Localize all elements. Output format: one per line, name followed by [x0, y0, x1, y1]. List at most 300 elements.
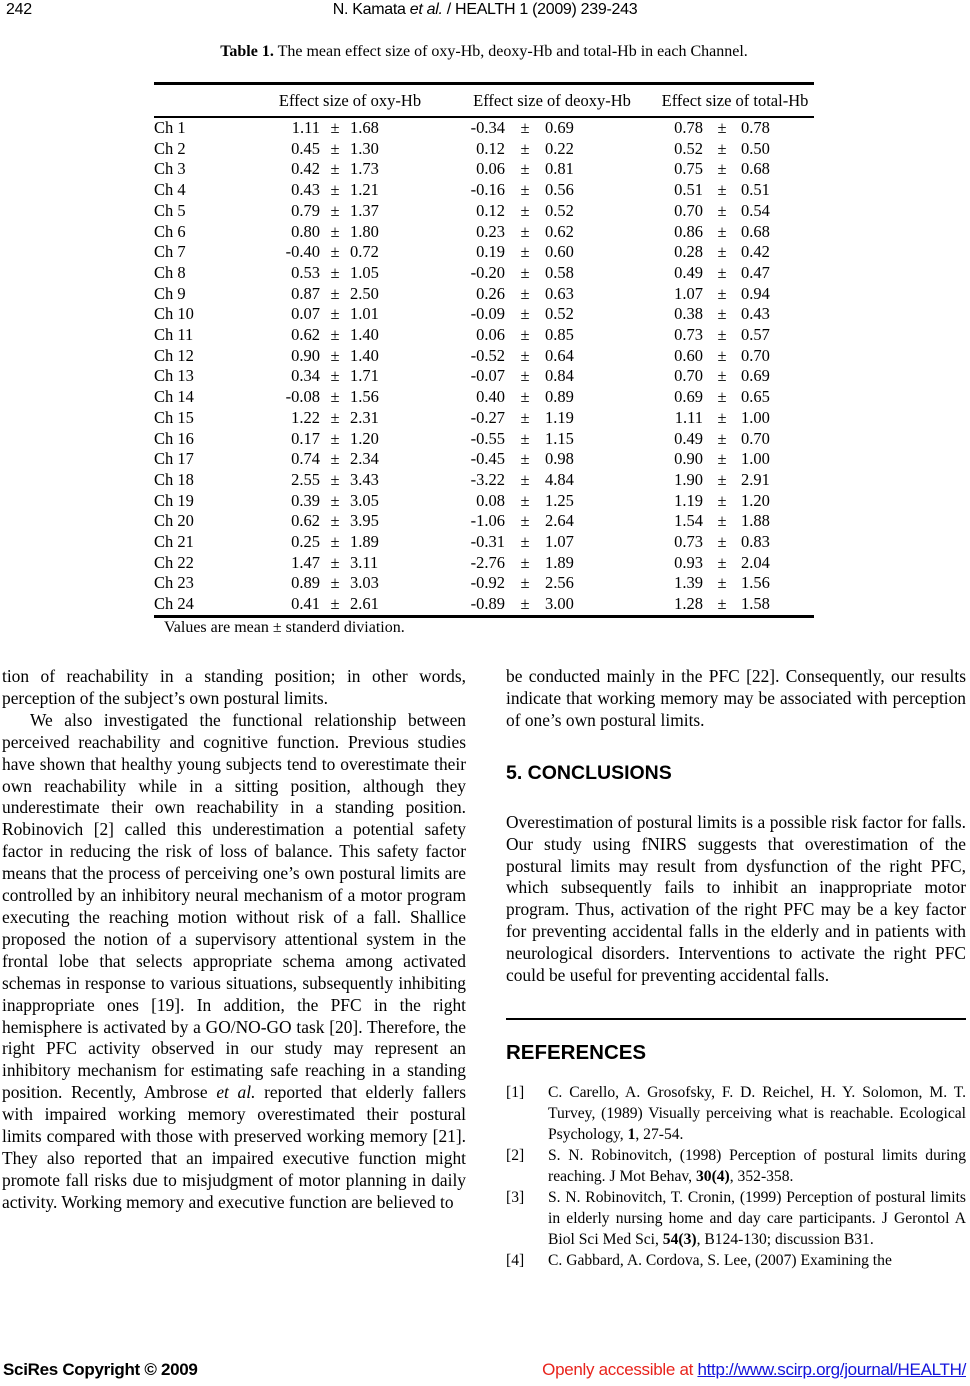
value-cell: ± — [520, 118, 530, 137]
value-cell: 2.55 — [291, 469, 320, 489]
channel-label: Ch 2 — [154, 138, 186, 158]
value-cell: 1.28 — [674, 594, 703, 614]
value-cell: 0.69 — [545, 118, 574, 137]
value-cell: ± — [520, 428, 530, 448]
right-paragraph-1: be conducted mainly in the PFC [22]. Consequently, our results indicate that working memory may be associated with perception of one’s own postural limits. — [506, 666, 966, 730]
value-cell: 0.73 — [674, 325, 703, 345]
table-row — [154, 449, 814, 470]
value-cell: 0.41 — [291, 594, 320, 614]
value-cell: 4.84 — [545, 469, 574, 489]
value-cell: 3.43 — [350, 469, 379, 489]
value-cell: 0.68 — [741, 221, 770, 241]
value-cell: ± — [520, 221, 530, 241]
value-cell: ± — [717, 304, 727, 324]
value-cell: ± — [330, 449, 340, 469]
table-row — [154, 594, 814, 616]
table-row — [154, 553, 814, 574]
value-cell: -0.89 — [470, 594, 505, 614]
table-row — [154, 470, 814, 491]
value-cell: 0.52 — [674, 138, 703, 158]
running-title — [0, 1, 970, 19]
value-cell: ± — [717, 594, 727, 614]
value-cell: 0.25 — [291, 532, 320, 552]
value-cell: ± — [330, 532, 340, 552]
value-cell: 0.34 — [291, 366, 320, 386]
channel-label: Ch 18 — [154, 469, 194, 489]
value-cell: ± — [330, 325, 340, 345]
value-cell: 0.17 — [291, 428, 320, 448]
value-cell: 0.23 — [476, 221, 505, 241]
value-cell: ± — [330, 180, 340, 200]
channel-label: Ch 8 — [154, 262, 186, 282]
value-cell: 1.90 — [674, 469, 703, 489]
value-cell: 1.01 — [350, 304, 379, 324]
value-cell: 1.19 — [545, 407, 574, 427]
value-cell: 2.56 — [545, 573, 574, 593]
table-row — [154, 366, 814, 387]
value-cell: 3.03 — [350, 573, 379, 593]
table-footnote: Values are mean ± standerd diviation. — [164, 619, 405, 636]
reference-item — [506, 1250, 966, 1271]
value-cell: 1.88 — [741, 511, 770, 531]
value-cell: 1.73 — [350, 159, 379, 179]
value-cell: ± — [717, 262, 727, 282]
table-row — [154, 387, 814, 408]
value-cell: 0.56 — [545, 180, 574, 200]
value-cell: ± — [717, 532, 727, 552]
table-row — [154, 139, 814, 160]
value-cell: 0.85 — [545, 325, 574, 345]
value-cell: -0.08 — [285, 387, 320, 407]
table-row — [154, 408, 814, 429]
value-cell: ± — [330, 469, 340, 489]
value-cell: 0.69 — [674, 387, 703, 407]
value-cell: 0.75 — [674, 159, 703, 179]
running-title-post: / HEALTH 1 (2009) 239-243 — [442, 1, 638, 18]
value-cell: 0.72 — [350, 242, 379, 262]
value-cell: 0.12 — [476, 138, 505, 158]
value-cell: 0.70 — [674, 366, 703, 386]
value-cell: 0.79 — [291, 200, 320, 220]
value-cell: 1.19 — [674, 490, 703, 510]
value-cell: 0.74 — [291, 449, 320, 469]
value-cell: 0.07 — [291, 304, 320, 324]
value-cell: 0.57 — [741, 325, 770, 345]
table-row — [154, 180, 814, 201]
channel-label: Ch 9 — [154, 283, 186, 303]
running-title-etal: et al. — [409, 1, 443, 18]
value-cell: 1.37 — [350, 200, 379, 220]
value-cell: 0.52 — [545, 200, 574, 220]
running-title-pre: N. Kamata — [332, 1, 410, 18]
value-cell: -0.45 — [470, 449, 505, 469]
value-cell: 0.68 — [741, 159, 770, 179]
value-cell: ± — [520, 304, 530, 324]
value-cell: ± — [717, 325, 727, 345]
value-cell: 0.19 — [476, 242, 505, 262]
value-cell: 2.04 — [741, 552, 770, 572]
value-cell: -0.09 — [470, 304, 505, 324]
value-cell: 0.58 — [545, 262, 574, 282]
value-cell: ± — [520, 573, 530, 593]
value-cell: 0.54 — [741, 200, 770, 220]
left-column — [2, 666, 466, 1214]
value-cell: ± — [520, 345, 530, 365]
value-cell: ± — [717, 428, 727, 448]
value-cell: 0.42 — [741, 242, 770, 262]
value-cell: ± — [717, 345, 727, 365]
value-cell: 1.68 — [350, 118, 379, 137]
value-cell: 1.20 — [741, 490, 770, 510]
table-row — [154, 491, 814, 512]
value-cell: ± — [717, 180, 727, 200]
value-cell: -3.22 — [470, 469, 505, 489]
table-row — [154, 573, 814, 594]
value-cell: ± — [330, 366, 340, 386]
value-cell: ± — [330, 345, 340, 365]
value-cell: 2.34 — [350, 449, 379, 469]
value-cell: 0.63 — [545, 283, 574, 303]
value-cell: -0.40 — [285, 242, 320, 262]
value-cell: 0.43 — [291, 180, 320, 200]
value-cell: 1.07 — [545, 532, 574, 552]
channel-label: Ch 17 — [154, 449, 194, 469]
reference-item — [506, 1145, 966, 1187]
right-column — [506, 666, 966, 1271]
table-row — [154, 222, 814, 243]
channel-label: Ch 19 — [154, 490, 194, 510]
copyright-notice: SciRes Copyright © 2009 — [3, 1360, 198, 1379]
channel-label: Ch 15 — [154, 407, 194, 427]
value-cell: 3.00 — [545, 594, 574, 614]
value-cell: ± — [717, 407, 727, 427]
value-cell: ± — [330, 304, 340, 324]
value-cell: 0.06 — [476, 325, 505, 345]
value-cell: 0.70 — [674, 200, 703, 220]
value-cell: 1.11 — [291, 118, 320, 137]
value-cell: ± — [330, 138, 340, 158]
value-cell: 1.25 — [545, 490, 574, 510]
table-data-grid — [154, 118, 814, 618]
value-cell: 1.89 — [350, 532, 379, 552]
value-cell: 0.62 — [291, 511, 320, 531]
value-cell: 1.47 — [291, 552, 320, 572]
value-cell: 0.70 — [741, 345, 770, 365]
value-cell: ± — [520, 387, 530, 407]
reference-label: [4] — [506, 1251, 525, 1269]
channel-label: Ch 1 — [154, 118, 186, 137]
value-cell: 1.71 — [350, 366, 379, 386]
value-cell: ± — [520, 594, 530, 614]
value-cell: 0.38 — [674, 304, 703, 324]
value-cell: ± — [717, 490, 727, 510]
channel-label: Ch 12 — [154, 345, 194, 365]
value-cell: 1.56 — [741, 573, 770, 593]
value-cell: 0.64 — [545, 345, 574, 365]
value-cell: 0.49 — [674, 428, 703, 448]
channel-label: Ch 13 — [154, 366, 194, 386]
value-cell: 2.91 — [741, 469, 770, 489]
value-cell: 0.53 — [291, 262, 320, 282]
value-cell: ± — [520, 366, 530, 386]
channel-label: Ch 11 — [154, 325, 194, 345]
table-row — [154, 201, 814, 222]
value-cell: 1.80 — [350, 221, 379, 241]
value-cell: 0.52 — [545, 304, 574, 324]
value-cell: 0.42 — [291, 159, 320, 179]
value-cell: ± — [520, 138, 530, 158]
value-cell: -1.06 — [470, 511, 505, 531]
value-cell: -0.31 — [470, 532, 505, 552]
value-cell: 2.64 — [545, 511, 574, 531]
value-cell: ± — [330, 428, 340, 448]
left-paragraph-2-etal: et al. — [216, 1082, 256, 1103]
left-paragraph-1: tion of reachability in a standing position; in other words, perception of the subject’s own postural limits. — [2, 666, 466, 708]
value-cell: 0.39 — [291, 490, 320, 510]
access-statement — [542, 1360, 966, 1380]
value-cell: 0.62 — [291, 325, 320, 345]
value-cell: ± — [520, 407, 530, 427]
value-cell: ± — [717, 242, 727, 262]
table-body — [154, 118, 814, 616]
value-cell: 0.28 — [674, 242, 703, 262]
table-row — [154, 284, 814, 305]
value-cell: 1.40 — [350, 325, 379, 345]
value-cell: ± — [330, 262, 340, 282]
value-cell: 0.89 — [545, 387, 574, 407]
table-caption-text: The mean effect size of oxy-Hb, deoxy-Hb and total-Hb in each Channel. — [273, 43, 748, 60]
value-cell: 0.12 — [476, 200, 505, 220]
value-cell: ± — [717, 469, 727, 489]
value-cell: ± — [330, 200, 340, 220]
table-caption — [154, 43, 814, 61]
value-cell: ± — [717, 511, 727, 531]
value-cell: 3.11 — [350, 552, 379, 572]
value-cell: 2.50 — [350, 283, 379, 303]
value-cell: 0.43 — [741, 304, 770, 324]
value-cell: -0.52 — [470, 345, 505, 365]
value-cell: 0.50 — [741, 138, 770, 158]
value-cell: 1.07 — [674, 283, 703, 303]
value-cell: 0.06 — [476, 159, 505, 179]
value-cell: 0.45 — [291, 138, 320, 158]
table-row — [154, 346, 814, 367]
table-row — [154, 263, 814, 284]
value-cell: 0.22 — [545, 138, 574, 158]
value-cell: ± — [520, 449, 530, 469]
value-cell: 0.51 — [741, 180, 770, 200]
value-cell: 1.15 — [545, 428, 574, 448]
value-cell: 1.00 — [741, 449, 770, 469]
reference-item — [506, 1187, 966, 1250]
reference-text: S. N. Robinovitch, (1998) Perception of postural limits during reaching. J Mot Behav, 30(4), 352-358. — [548, 1146, 966, 1185]
value-cell: 3.05 — [350, 490, 379, 510]
channel-label: Ch 23 — [154, 573, 194, 593]
value-cell: 0.60 — [545, 242, 574, 262]
value-cell: ± — [717, 366, 727, 386]
value-cell: ± — [717, 573, 727, 593]
value-cell: 1.54 — [674, 511, 703, 531]
value-cell: 2.31 — [350, 407, 379, 427]
value-cell: 0.73 — [674, 532, 703, 552]
value-cell: 0.94 — [741, 283, 770, 303]
value-cell: ± — [330, 283, 340, 303]
channel-label: Ch 24 — [154, 594, 194, 614]
value-cell: 0.08 — [476, 490, 505, 510]
table-row — [154, 242, 814, 263]
value-cell: ± — [520, 159, 530, 179]
value-cell: ± — [520, 242, 530, 262]
value-cell: 0.65 — [741, 387, 770, 407]
value-cell: 1.11 — [674, 407, 703, 427]
value-cell: -2.76 — [470, 552, 505, 572]
value-cell: ± — [717, 387, 727, 407]
value-cell: ± — [330, 552, 340, 572]
value-cell: 1.21 — [350, 180, 379, 200]
value-cell: ± — [717, 552, 727, 572]
value-cell: 0.90 — [674, 449, 703, 469]
channel-label: Ch 20 — [154, 511, 194, 531]
channel-label: Ch 3 — [154, 159, 186, 179]
value-cell: 2.61 — [350, 594, 379, 614]
reference-text: C. Carello, A. Grosofsky, F. D. Reichel, H. Y. Solomon, M. T. Turvey, (1989) Visually perceiving what is reachable. Ecological Psychology, 1, 27-54. — [548, 1083, 966, 1143]
access-text: Openly accessible at — [542, 1360, 698, 1379]
value-cell: -0.20 — [470, 262, 505, 282]
channel-label: Ch 5 — [154, 200, 186, 220]
left-paragraph-2-post: reported that elderly fallers with impaired working memory overestimated their postural limits compared with those with preserved working memory [21]. They also reported that an impaired executive function might promote fall risks due to misjudgment of motor planning in daily activity. Working memory and executive function are believed to — [2, 1082, 466, 1212]
value-cell: ± — [717, 200, 727, 220]
value-cell: ± — [520, 490, 530, 510]
value-cell: 0.90 — [291, 345, 320, 365]
value-cell: ± — [717, 159, 727, 179]
value-cell: 1.30 — [350, 138, 379, 158]
value-cell: 0.86 — [674, 221, 703, 241]
value-cell: 1.58 — [741, 594, 770, 614]
value-cell: -0.07 — [470, 366, 505, 386]
page-number: 242 — [6, 1, 32, 18]
value-cell: ± — [520, 552, 530, 572]
references-heading: REFERENCES — [506, 1040, 647, 1064]
value-cell: ± — [520, 325, 530, 345]
conclusions-paragraph: Overestimation of postural limits is a possible risk factor for falls. Our study using fNIRS suggests that overestimation of the postural limits may result from dysfunction of the right PFC, which subsequently fails to inhibit an inappropriate motor program. Thus, activation of the right PFC may be a key factor for preventing accidental falls in the elderly and in patients with neurological disorders. Interventions to activate the right PFC could be useful for preventing accidental falls. — [506, 811, 966, 986]
value-cell: 1.89 — [545, 552, 574, 572]
table-row — [154, 532, 814, 553]
value-cell: 0.26 — [476, 283, 505, 303]
table-row — [154, 159, 814, 180]
channel-label: Ch 14 — [154, 387, 194, 407]
section-divider — [506, 1018, 966, 1020]
value-cell: 1.22 — [291, 407, 320, 427]
value-cell: ± — [717, 138, 727, 158]
left-paragraph-2-pre: We also investigated the functional relationship between perceived reachability and cognitive function. Previous studies have shown that healthy young subjects tend to overestimate their own reachability while in a sitting position, although they underestimate their own reachability in a standing position. Robinovich [2] called this underestimation a potential safety factor in reducing the risk of loss of balance. This safety factor means that the process of perceiving one’s own postural limits are controlled by an inhibitory neural mechanism of a motor program executing the reaching motion without risk of a fall. Shallice proposed the notion of a supervisory attentional system in the frontal lobe that selects appropriate schema among activated schemas in response to various situations, subsequently inhibiting inappropriate ones [19]. In addition, the PFC in the right hemisphere is activated by a GO/NO-GO task [20]. Therefore, the right PFC activity observed in our study may represent an inhibitory mechanism for estimating safe reaching in a standing position. Recently, Ambrose — [2, 709, 466, 1103]
table-row — [154, 304, 814, 325]
value-cell: 0.78 — [741, 118, 770, 137]
value-cell: 1.39 — [674, 573, 703, 593]
value-cell: 1.00 — [741, 407, 770, 427]
reference-label: [2] — [506, 1146, 525, 1164]
value-cell: ± — [330, 573, 340, 593]
value-cell: -0.34 — [470, 118, 505, 137]
table-header-row — [154, 82, 814, 118]
channel-label: Ch 21 — [154, 532, 194, 552]
column-header-oxy: Effect size of oxy-Hb — [278, 90, 422, 110]
left-paragraph-2 — [2, 710, 466, 1214]
reference-text: S. N. Robinovitch, T. Cronin, (1999) Perception of postural limits in elderly nursing home and day care participants. J Gerontol A Biol Sci Med Sci, 54(3), B124-130; discussion B31. — [548, 1188, 966, 1248]
value-cell: 0.81 — [545, 159, 574, 179]
value-cell: ± — [330, 118, 340, 137]
value-cell: -0.92 — [470, 573, 505, 593]
value-cell: ± — [520, 511, 530, 531]
conclusions-heading: 5. CONCLUSIONS — [506, 761, 672, 784]
value-cell: 0.98 — [545, 449, 574, 469]
value-cell: -0.55 — [470, 428, 505, 448]
channel-label: Ch 7 — [154, 242, 186, 262]
column-header-total: Effect size of total-Hb — [661, 90, 809, 110]
channel-label: Ch 16 — [154, 428, 194, 448]
value-cell: 0.51 — [674, 180, 703, 200]
value-cell: 0.62 — [545, 221, 574, 241]
value-cell: ± — [330, 221, 340, 241]
table-caption-label: Table 1. — [220, 43, 274, 60]
value-cell: 3.95 — [350, 511, 379, 531]
value-cell: ± — [330, 490, 340, 510]
effect-size-table — [154, 82, 814, 618]
value-cell: 1.56 — [350, 387, 379, 407]
value-cell: 0.60 — [674, 345, 703, 365]
value-cell: 0.93 — [674, 552, 703, 572]
value-cell: ± — [330, 407, 340, 427]
value-cell: 0.70 — [741, 428, 770, 448]
table-row — [154, 118, 814, 139]
value-cell: 0.87 — [291, 283, 320, 303]
table-row — [154, 325, 814, 346]
value-cell: 0.49 — [674, 262, 703, 282]
value-cell: ± — [330, 594, 340, 614]
value-cell: 1.20 — [350, 428, 379, 448]
value-cell: 0.84 — [545, 366, 574, 386]
value-cell: 0.47 — [741, 262, 770, 282]
value-cell: ± — [330, 242, 340, 262]
value-cell: 0.69 — [741, 366, 770, 386]
value-cell: 0.80 — [291, 221, 320, 241]
value-cell: ± — [330, 159, 340, 179]
value-cell: ± — [520, 200, 530, 220]
channel-label: Ch 22 — [154, 552, 194, 572]
value-cell: ± — [717, 449, 727, 469]
table-row — [154, 511, 814, 532]
value-cell: ± — [330, 387, 340, 407]
journal-url-link[interactable]: http://www.scirp.org/journal/HEALTH/ — [697, 1360, 966, 1379]
value-cell: ± — [520, 262, 530, 282]
value-cell: ± — [520, 180, 530, 200]
value-cell: 0.78 — [674, 118, 703, 137]
value-cell: 1.05 — [350, 262, 379, 282]
reference-text: C. Gabbard, A. Cordova, S. Lee, (2007) Examining the — [548, 1251, 892, 1269]
channel-label: Ch 10 — [154, 304, 194, 324]
column-header-deoxy: Effect size of deoxy-Hb — [473, 90, 631, 110]
value-cell: ± — [330, 511, 340, 531]
reference-label: [3] — [506, 1188, 525, 1206]
reference-label: [1] — [506, 1083, 525, 1101]
value-cell: 0.89 — [291, 573, 320, 593]
value-cell: ± — [717, 283, 727, 303]
value-cell: ± — [717, 118, 727, 137]
table-row — [154, 429, 814, 450]
value-cell: ± — [520, 469, 530, 489]
reference-item — [506, 1082, 966, 1145]
value-cell: ± — [717, 221, 727, 241]
channel-label: Ch 6 — [154, 221, 186, 241]
